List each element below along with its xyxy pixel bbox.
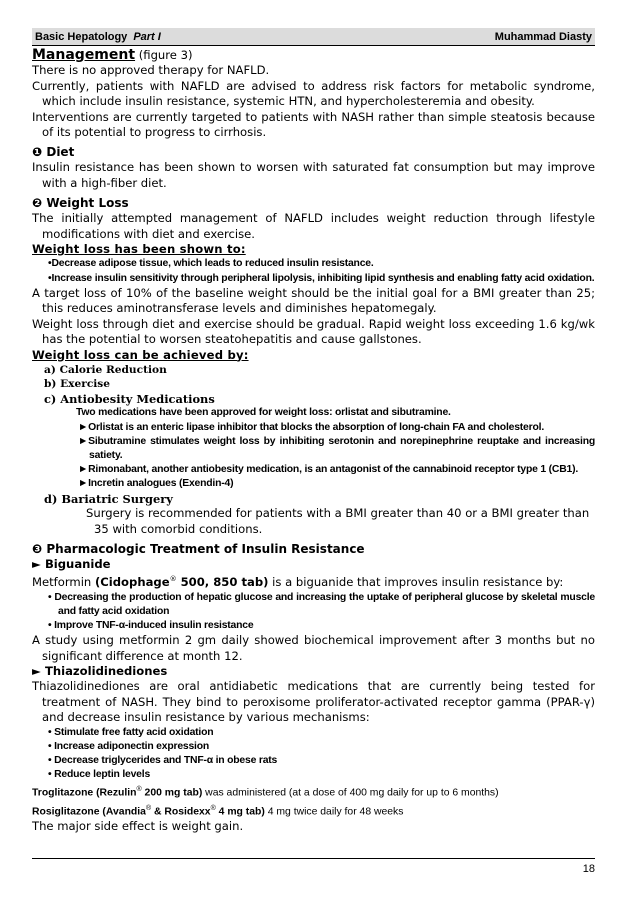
figure-ref: (figure 3)	[138, 48, 193, 62]
shown-item: •Increase insulin sensitivity through peripheral lipolysis, inhibiting lipid synthesis and enabling fatty acid oxidation.	[48, 272, 595, 284]
met-item: • Decreasing the production of hepatic glucose and increasing the uptake of peripheral glucose by skeletal muscle and fatty acid oxidation	[48, 591, 595, 617]
tzd-item: • Reduce leptin levels	[48, 769, 151, 781]
rosi-reg2: ®	[210, 804, 216, 812]
weight-p2: A target loss of 10% of the baseline weight should be the initial goal for a BMI greater than 25; this reduces aminotransferase levels and diminishes hepatomegaly.	[32, 285, 595, 316]
trog-bold: Troglitazone (Rezulin	[32, 787, 137, 799]
study-text: A study using metformin 2 gm daily showed biochemical improvement after 3 months but no significant difference at month 12.	[32, 633, 595, 663]
met-item: • Improve TNF-α-induced insulin resistance	[48, 620, 254, 632]
c-item: ►Orlistat is an enteric lipase inhibitor that blocks the absorption of long-chain FA and cholesterol.	[78, 421, 545, 433]
pharm-heading	[32, 541, 595, 557]
management-p3: Interventions are currently targeted to patients with NASH rather than simple steatosis because of its potential to progress to cirrhosis.	[32, 109, 595, 140]
book-part: Part I	[133, 30, 161, 43]
diet-heading	[32, 144, 595, 160]
management-heading-line	[32, 48, 595, 63]
management-title: Management	[32, 47, 136, 63]
troglitazone-line	[32, 782, 595, 800]
trog-bold2: 200 mg tab)	[141, 787, 203, 799]
trog-reg: ®	[136, 786, 142, 794]
pharm-marker: ❸	[32, 541, 43, 556]
item-c: c) Antiobesity Medications	[44, 391, 215, 406]
book-title: Basic Hepatology	[35, 30, 128, 43]
management-p2: Currently, patients with NAFLD are advised to address risk factors for metabolic syndrome, which include insulin resistance, systemic HTN, and hypercholesteremia and obesity.	[32, 78, 595, 109]
rosi-bold2: 4 mg tab)	[215, 806, 265, 818]
d-text-1: Surgery is recommended for patients with a BMI greater than 40 or a BMI greater than	[86, 506, 590, 521]
rosi-text: 4 mg twice daily for 48 weeks	[264, 806, 404, 818]
weight-achieved-heading: Weight loss can be achieved by:	[32, 347, 249, 362]
shown-item: •Decrease adipose tissue, which leads to reduced insulin resistance.	[48, 258, 374, 270]
weight-heading-text: Weight Loss	[46, 196, 129, 211]
page-number: 18	[32, 858, 595, 875]
page	[32, 28, 595, 835]
metformin-dose: 500, 850 tab)	[176, 575, 269, 590]
header-left	[35, 31, 161, 43]
tzd-heading: ► Thiazolidinediones	[32, 664, 168, 679]
management-p1: There is no approved therapy for NAFLD.	[32, 63, 270, 78]
rosiglitazone-line	[32, 801, 595, 819]
weight-shown-heading: Weight loss has been shown to:	[32, 242, 246, 257]
metformin-post: is a biguanide that improves insulin resistance by:	[268, 575, 564, 590]
c-item: ►Sibutramine stimulates weight loss by inhibiting serotonin and norepinephrine reuptake and increasing satiety.	[78, 435, 595, 462]
weight-heading	[32, 195, 595, 211]
metformin-pre: Metformin	[32, 575, 95, 590]
side-effect: The major side effect is weight gain.	[32, 819, 244, 834]
weight-p3: Weight loss through diet and exercise should be gradual. Rapid weight loss exceeding 1.6 kg/wk has the potential to worsen steatohepatitis and cause gallstones.	[32, 316, 595, 347]
rosi-mid: & Rosidexx	[151, 806, 211, 818]
author-name: Muhammad Diasty	[494, 30, 592, 43]
weight-marker: ❷	[32, 196, 43, 211]
tzd-item: • Stimulate free fatty acid oxidation	[48, 726, 214, 738]
metformin-line	[32, 572, 595, 590]
document-body	[32, 48, 595, 835]
metformin-brand: (Cidophage	[94, 575, 170, 590]
tzd-text: Thiazolidinediones are oral antidiabetic medications that are currently being tested for treatment of NASH. They bind to peroxisome proliferator-activated receptor gamma (PPAR-γ) and decrease insulin resistance by various mechanisms:	[32, 679, 595, 725]
c-intro: Two medications have been approved for weight loss: orlistat and sibutramine.	[76, 407, 451, 419]
item-b: b) Exercise	[44, 378, 110, 391]
diet-text: Insulin resistance has been shown to worsen with saturated fat consumption but may improve with a high-fiber diet.	[32, 160, 595, 190]
item-a: a) Calorie Reduction	[44, 363, 167, 376]
tzd-item: • Increase adiponectin expression	[48, 740, 210, 752]
pharm-heading-text: Pharmacologic Treatment of Insulin Resistance	[46, 541, 365, 556]
metformin-reg: ®	[169, 575, 177, 584]
weight-p1: The initially attempted management of NAFLD includes weight reduction through lifestyle modifications with diet and exercise.	[32, 211, 595, 241]
c-item: ►Rimonabant, another antiobesity medication, is an antagonist of the cannabinoid receptor type 1 (CB1).	[78, 464, 579, 476]
rosi-reg: ®	[145, 804, 152, 812]
diet-marker: ❶	[32, 145, 43, 160]
item-d: d) Bariatric Surgery	[44, 491, 173, 506]
diet-heading-text: Diet	[46, 145, 75, 160]
d-text-2: 35 with comorbid conditions.	[94, 521, 263, 536]
biguanide-heading: ► Biguanide	[32, 556, 111, 571]
c-item: ►Incretin analogues (Exendin-4)	[78, 478, 234, 490]
rosi-bold: Rosiglitazone (Avandia	[32, 806, 146, 818]
trog-text: was administered (at a dose of 400 mg daily for up to 6 months)	[202, 787, 499, 799]
tzd-item: • Decrease triglycerides and TNF-α in obese rats	[48, 755, 278, 767]
page-header	[32, 28, 595, 46]
